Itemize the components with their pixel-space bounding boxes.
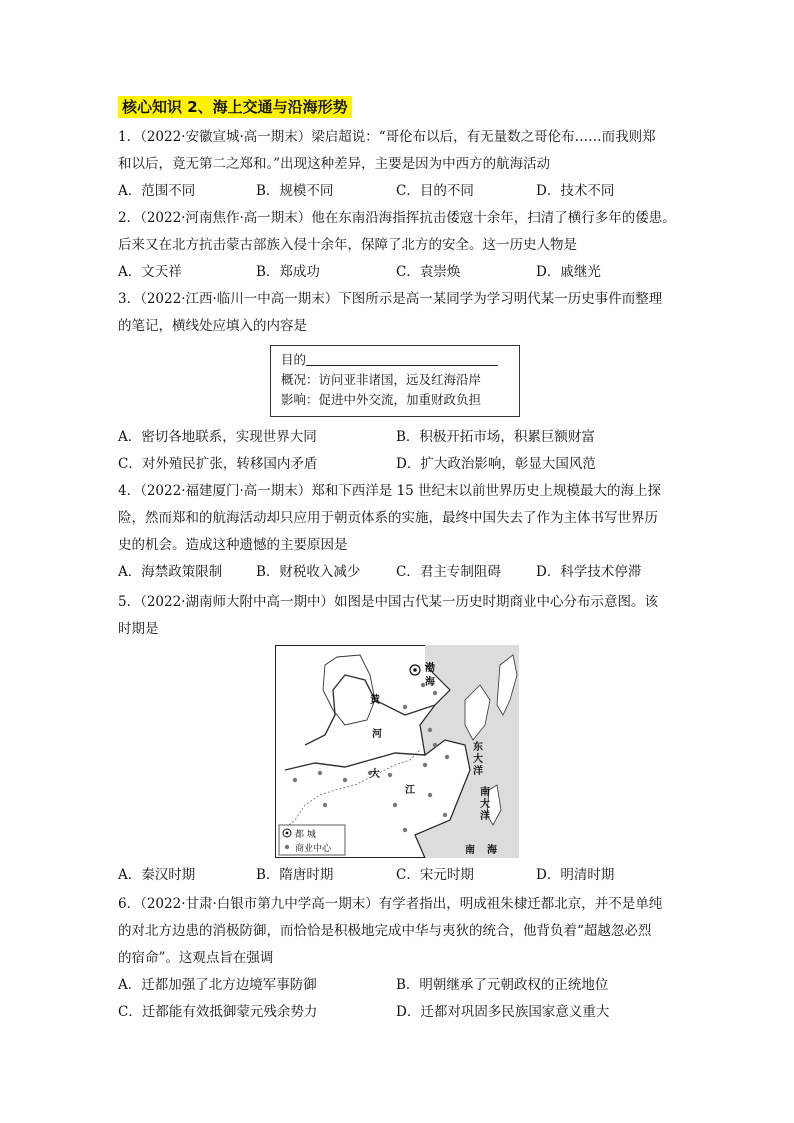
- q2-option-c: C．袁崇焕: [396, 264, 461, 280]
- q2-option-b: B．郑成功: [256, 264, 320, 280]
- q6-option-c: C．迁都能有效抵御蒙元残余势力: [118, 1004, 318, 1020]
- q5-option-c: C．宋元时期: [396, 867, 474, 883]
- map-label-nan-yang: 洋: [480, 811, 490, 822]
- q4-option-b: B．财税收入减少: [256, 564, 361, 580]
- q4-option-a: A．海禁政策限制: [118, 564, 223, 580]
- q6-stem-line3: 的宿命”。这观点旨在强调: [118, 950, 274, 966]
- q1-option-b: B．规模不同: [256, 183, 334, 199]
- q6-option-a: A．迁都加强了北方边境军事防御: [118, 977, 317, 993]
- map-label-nan: 南: [480, 787, 490, 798]
- q1-option-a: A．范围不同: [118, 183, 196, 199]
- q3-option-d: D．扩大政治影响，彰显大国风范: [396, 456, 596, 472]
- legend-center-label: 商业中心: [295, 844, 332, 854]
- q4-option-c: C．君主专制阻碍: [396, 564, 501, 580]
- map-label-nanhai-nan: 南: [465, 845, 475, 856]
- q3-note-blank: [306, 352, 498, 366]
- q3-note-purpose-row: [281, 350, 509, 370]
- commerce-center-dot: [293, 778, 297, 782]
- q5-option-b: B．隋唐时期: [256, 867, 334, 883]
- q1-option-c: C．目的不同: [396, 183, 474, 199]
- map-label-bo: 渤: [425, 663, 435, 674]
- legend-center-symbol: [285, 845, 289, 849]
- q3-option-a: A．密切各地联系，实现世界大同: [118, 429, 317, 445]
- q3-option-b: B．积极开拓市场，积累巨额财富: [396, 429, 595, 445]
- q5-stem-line1: 5．（2022·湖南师大附中高一期中）如图是中国古代某一历史时期商业中心分布示意图。该: [118, 594, 658, 610]
- commerce-center-dot: [403, 705, 407, 709]
- q1-stem-line2: 和以后，竟无第二之郑和。”出现这种差异，主要是因为中西方的航海活动: [118, 156, 551, 172]
- commerce-center-dot: [428, 728, 432, 732]
- commerce-center-dot: [433, 743, 437, 747]
- map-label-nan-da: 大: [480, 799, 490, 810]
- q3-note-box: [270, 345, 520, 417]
- map-label-he: 河: [372, 729, 382, 740]
- commerce-center-dot: [423, 763, 427, 767]
- q2-option-a: A．文天祥: [118, 264, 182, 280]
- map-label-huang: 黄: [370, 695, 380, 706]
- capital-marker-dot: [413, 668, 417, 672]
- commerce-center-dot: [443, 813, 447, 817]
- commerce-map: [275, 645, 519, 858]
- section-heading: 核心知识 2、海上交通与沿海形势: [118, 96, 352, 118]
- q5-option-a: A．秦汉时期: [118, 867, 196, 883]
- map-label-jiang: 江: [405, 785, 415, 796]
- q6-stem-line1: 6．（2022·甘肃·白银市第九中学高一期末）有学者指出，明成祖朱棣迁都北京，并不是单纯: [118, 896, 663, 912]
- q2-option-d: D．戚继光: [536, 264, 601, 280]
- q5-stem-line2: 时期是: [118, 621, 159, 637]
- map-label-da: 大: [370, 769, 380, 780]
- q5-option-d: D．明清时期: [536, 867, 615, 883]
- commerce-center-dot: [388, 773, 392, 777]
- map-label-bohai-hai: 海: [425, 677, 435, 688]
- q4-stem-line1: 4．（2022·福建厦门·高一期末）郑和下西洋是 15 世纪末以前世界历史上规模最大的海上探: [118, 483, 662, 499]
- commerce-center-dot: [403, 828, 407, 832]
- map-label-dong-yang: 洋: [473, 766, 483, 777]
- q2-stem-line1: 2．（2022·河南焦作·高一期末）他在东南沿海指挥抗击倭寇十余年，扫清了横行多年的倭患。: [118, 210, 676, 226]
- legend-capital-symbol-dot: [286, 832, 289, 835]
- q3-note-purpose-label: 目的: [281, 352, 307, 367]
- commerce-center-dot: [323, 803, 327, 807]
- commerce-center-dot: [445, 755, 449, 759]
- q6-option-d: D．迁都对巩固多民族国家意义重大: [396, 1004, 610, 1020]
- q3-note-impact: 影响：促进中外交流，加重财政负担: [281, 392, 482, 407]
- commerce-center-dot: [393, 803, 397, 807]
- q4-stem-line3: 史的机会。造成这种遗憾的主要原因是: [118, 537, 348, 553]
- map-label-nanhai-hai: 海: [487, 845, 497, 856]
- map-label-dong: 东: [473, 742, 483, 753]
- commerce-center-dot: [318, 771, 322, 775]
- commerce-center-dot: [433, 691, 437, 695]
- commerce-center-dot: [428, 793, 432, 797]
- q3-stem-line1: 3．（2022·江西·临川一中高一期末）下图所示是高一某同学为学习明代某一历史事件而整理: [118, 291, 663, 307]
- map-label-dong-da: 大: [473, 754, 483, 765]
- q6-option-b: B．明朝继承了元朝政权的正统地位: [396, 977, 609, 993]
- q3-option-c: C．对外殖民扩张，转移国内矛盾: [118, 456, 318, 472]
- q2-stem-line2: 后来又在北方抗击蒙古部族入侵十余年，保障了北方的安全。这一历史人物是: [118, 237, 577, 253]
- commerce-center-dot: [343, 778, 347, 782]
- q4-stem-line2: 险，然而郑和的航海活动却只应用于朝贡体系的实施，最终中国失去了作为主体书写世界历: [118, 510, 658, 526]
- q1-stem-line1: 1．（2022·安徽宣城·高一期末）梁启超说：“哥伦布以后，有无量数之哥伦布……而我则郑: [118, 129, 656, 145]
- q3-note-overview: 概况：访问亚非诸国，远及红海沿岸: [281, 372, 482, 387]
- q6-stem-line2: 的对北方边患的消极防御，而恰恰是积极地完成中华与夷狄的统合，他背负着“超越忽必烈: [118, 923, 652, 939]
- legend-capital-label: 都 城: [295, 830, 316, 840]
- q3-stem-line2: 的笔记，横线处应填入的内容是: [118, 318, 307, 334]
- q4-option-d: D．科学技术停滞: [536, 564, 642, 580]
- q1-option-d: D．技术不同: [536, 183, 615, 199]
